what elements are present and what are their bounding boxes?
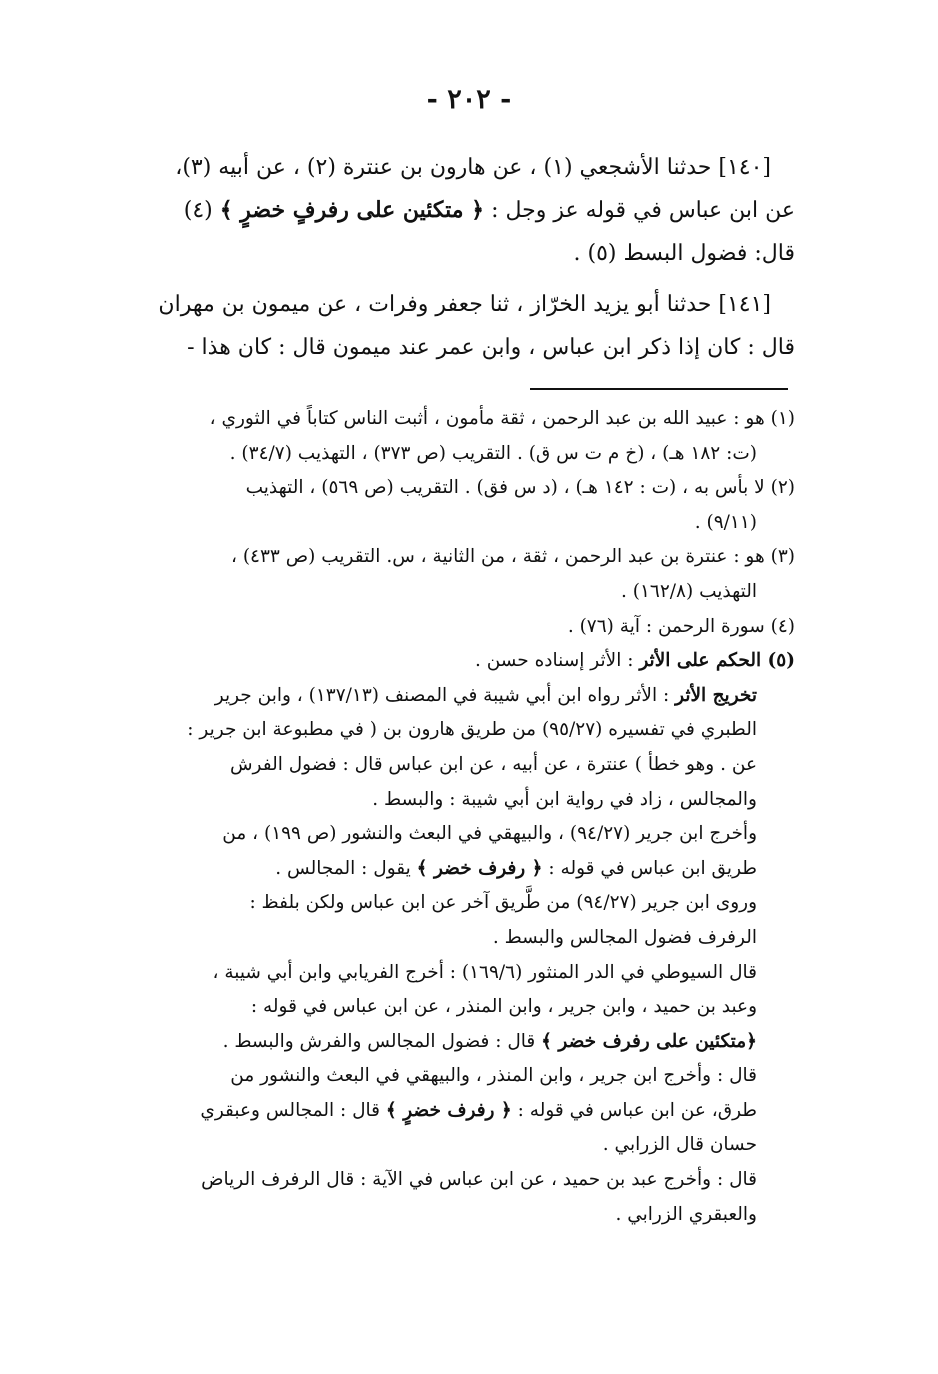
footnote-1 [100,402,795,471]
commentary-line: وأخرج ابن جرير (٩٤/٢٧) ، والبيهقي في البعث والنشور (ص ١٩٩) ، من [222,823,757,845]
page-number: - ٢٠٢ - [426,84,512,115]
quran-verse: ﴿ متكئين على رفرفٍ خضرٍ ﴾ [219,197,485,223]
commentary-line: : الأثر رواه ابن أبي شيبة في المصنف (١٣٧/١٣) ، وابن جرير [214,684,670,706]
footnote-line: التهذيب (١٦٢/٨) . [621,580,757,602]
quran-verse: ﴿ رفرف خضر ﴾ [416,857,543,879]
commentary-line: قال : المجالس وعبقري [200,1099,381,1121]
footnote-line: (ت: ١٨٢ هـ) ، (خ م ت س ق) . التقريب (ص ٣٧٣) ، التهذيب (٣٤/٧) . [229,442,757,464]
commentary-line: الرفرف فضول المجالس والبسط . [492,926,757,948]
footnote-line: (٩/١١) . [694,511,757,533]
takhrij-commentary [100,679,795,1233]
commentary-line: وروى ابن جرير (٩٤/٢٧) من طَّريق آخر عن ابن عباس ولكن بلفظ : [249,892,757,914]
line: قال: فضول البسط (٥) . [573,241,795,266]
commentary-line: وعبد بن حميد ، وابن جرير ، وابن المنذر ، عن ابن عباس في قوله : [250,996,757,1018]
footnote-line: : الأثر إسناده حسن . [474,650,634,672]
takhrij-heading: تخريج الأثر [675,684,757,706]
commentary-line: قال : فضول المجالس والفرش والبسط . [222,1030,536,1052]
commentary-line: والمجالس ، زاد في رواية ابن أبي شيبة : والبسط . [372,788,757,810]
footnote-4 [100,610,795,645]
footnote-separator [530,388,788,390]
footnote-3 [100,540,795,609]
commentary-line: عن . وهو خطأ ) عنترة ، عن أبيه ، عن ابن عباس قال : فضول الفرش [229,753,757,775]
commentary-line: طرق، عن ابن عباس في قوله : [517,1099,757,1121]
footnote-line: (٤) سورة الرحمن : آية (٧٦) . [567,615,795,637]
commentary-line: والعبقري الزرابي . [615,1203,757,1225]
footnote-line: (١) هو : عبيد الله بن عبد الرحمن ، ثقة مأمون ، أثبت الناس كتاباً في الثوري ، [209,408,795,429]
paragraph-141 [100,283,795,369]
main-text [100,146,795,377]
commentary-line: طريق ابن عباس في قوله : [548,857,757,879]
commentary-line: قال : وأخرج عبد بن حميد ، عن ابن عباس في الآية : قال الرفرف الرياض [201,1169,757,1191]
quran-verse: ﴿متكئين على رفرف خضر ﴾ [541,1030,757,1052]
footnote-2 [100,471,795,540]
commentary-line: حسان قال الزرابي . [602,1134,757,1156]
commentary-line: يقول : المجالس . [275,857,411,879]
footnote-line: (٣) هو : عنترة بن عبد الرحمن ، ثقة ، من الثانية ، س. التقريب (ص ٤٣٣) ، [230,546,795,568]
commentary-line: الطبري في تفسيره (٩٥/٢٧) من طريق هارون بن ( في مطبوعة ابن جرير : [187,719,757,741]
footnote-ref: (٤) [183,198,213,223]
line: [١٤١] حدثنا أبو يزيد الخرّاز ، ثنا جعفر وفرات ، عن ميمون بن مهران [158,292,771,317]
footnote-line: (٢) لا بأس به ، (ت : ١٤٢ هـ) ، (د س فق) . التقريب (ص ٥٦٩) ، التهذيب [245,477,795,499]
paragraph-140 [100,146,795,275]
quran-verse: ﴿ رفرف خضرٍ ﴾ [385,1099,512,1121]
commentary-line: قال السيوطي في الدر المنثور (١٦٩/٦) : أخرج الفريابي وابن أبي شيبة ، [212,961,757,983]
line: قال : كان إذا ذكر ابن عباس ، وابن عمر عند ميمون قال : كان هذا - [187,335,795,360]
footnote-5 [100,644,795,679]
line: عن ابن عباس في قوله عز وجل : [491,198,795,223]
footnotes [100,402,795,1232]
footnote-heading: (٥) الحكم على الأثر [639,650,795,672]
commentary-line: قال : وأخرج ابن جرير ، وابن المنذر ، والبيهقي في البعث والنشور من [230,1065,757,1087]
line: [١٤٠] حدثنا الأشجعي (١) ، عن هارون بن عنترة (٢) ، عن أبيه (٣)، [175,155,771,180]
